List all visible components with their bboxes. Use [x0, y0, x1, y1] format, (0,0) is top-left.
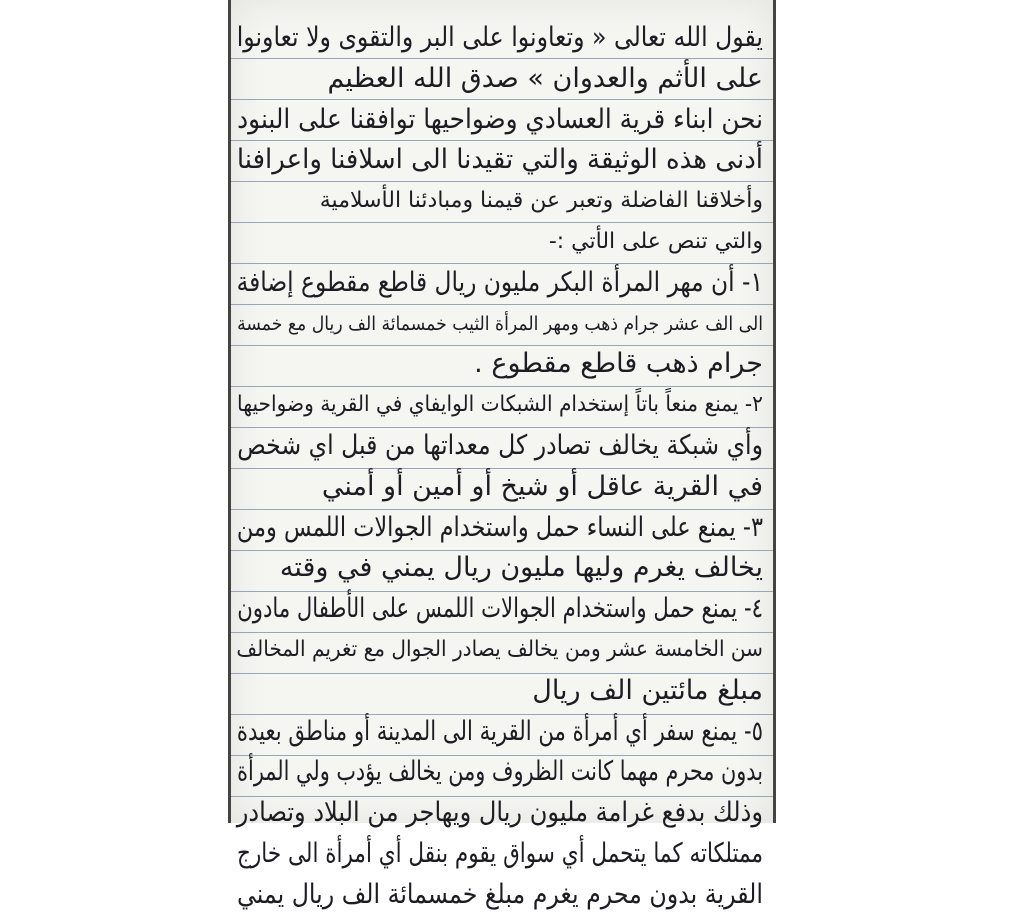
clause-1-line: ١- أن مهر المرأة البكر مليون ريال قاطع مقطوع إضافة [236, 266, 763, 298]
intro-line: نحن ابناء قرية العسادي وضواحيها توافقنا على البنود [237, 103, 763, 135]
verse-line: يقول الله تعالى « وتعاونوا على البر والتقوى ولا تعاونوا [236, 22, 763, 53]
clause-4-line: مبلغ مائتين الف ريال [532, 674, 763, 706]
intro-line: أدنى هذه الوثيقة والتي تقيدنا الى اسلافنا واعرافنا [236, 144, 764, 176]
clause-4-line: سن الخامسة عشر ومن يخالف يصادر الجوال مع تغريم المخالف [236, 636, 764, 662]
verse-line: على الأثم والعدوان » صدق الله العظيم [327, 62, 763, 94]
clause-1-line: الى الف عشر جرام ذهب ومهر المرأة الثيب خمسمائة الف ريال مع خمسة [237, 312, 764, 335]
clause-2-line: ٢- يمنع منعاً باتاً إستخدام الشبكات الوايفاي في القرية وضواحيها [237, 392, 763, 418]
clause-2-line: وأي شبكة يخالف تصادر كل معداتها من قبل اي شخص [237, 429, 764, 461]
clause-1-line: جرام ذهب قاطع مقطوع . [474, 348, 763, 380]
clause-5-line: بدون محرم مهما كانت الظروف ومن يخالف يؤدب ولي المرأة [237, 756, 764, 788]
clause-3-line: يخالف يغرم وليها مليون ريال يمني في وقته [279, 552, 763, 584]
clause-4-line: ٤- يمنع حمل واستخدام الجوالات اللمس على الأطفال مادون [237, 593, 763, 625]
clause-5-line: وذلك بدفع غرامة مليون ريال ويهاجر من البلاد وتصادر [236, 797, 764, 829]
intro-line: والتي تنص على الأتي :- [548, 228, 763, 254]
clause-5-line: ممتلكاته كما يتحمل أي سواق يقوم بنقل أي أمرأة الى خارج [236, 837, 764, 869]
clause-2-line: في القرية عاقل أو شيخ أو أمين أو أمني [321, 470, 763, 502]
clause-5-line: القرية بدون محرم يغرم مبلغ خمسمائة الف ريال يمني [236, 878, 763, 910]
document-text [237, 18, 763, 916]
clause-5-line: ٥- يمنع سفر أي أمرأة من القرية الى المدينة أو مناطق بعيدة [236, 715, 763, 747]
clause-3-line: ٣- يمنع على النساء حمل واستخدام الجوالات اللمس ومن [236, 511, 763, 543]
handwritten-document-page [228, 0, 776, 910]
intro-line: وأخلاقنا الفاضلة وتعبر عن قيمنا ومبادئنا الأسلامية [319, 188, 763, 214]
